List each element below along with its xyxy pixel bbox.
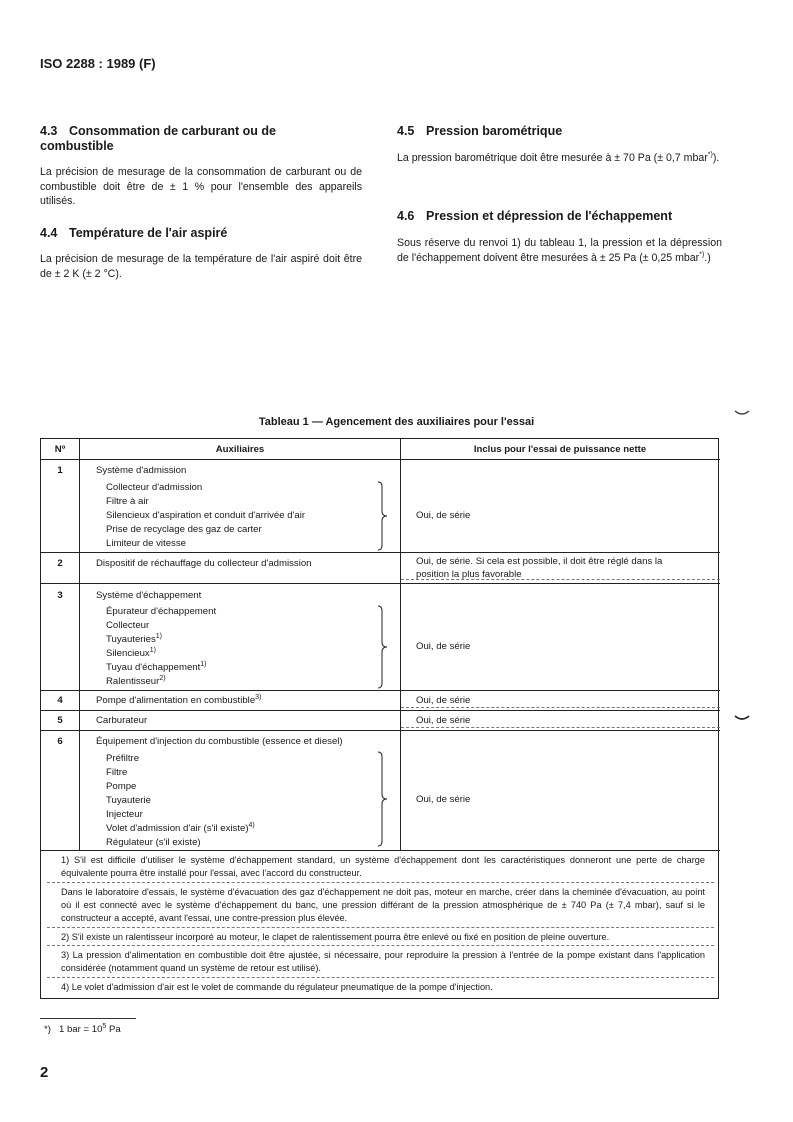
column-divider <box>79 439 80 851</box>
sub-item: Pompe <box>106 781 137 792</box>
row-number: 3 <box>57 590 63 601</box>
sub-item <box>106 661 207 674</box>
auxiliaries-table <box>40 438 719 999</box>
curly-brace-icon <box>376 481 388 551</box>
column-divider <box>400 439 401 851</box>
document-header: ISO 2288 : 1989 (F) <box>40 56 156 71</box>
sub-item-label: Volet d'admission d'air (s'il existe) <box>106 823 249 834</box>
row-divider <box>41 850 720 851</box>
section-4-4-text: La précision de mesurage de la température de l'air aspiré doit être de ± 2 K (± 2 °C). <box>40 253 362 280</box>
dashed-separator <box>47 927 714 928</box>
header-auxiliaires: Auxiliaires <box>215 444 265 455</box>
sub-item: Tuyauterie <box>106 795 151 806</box>
sub-item <box>106 633 162 646</box>
section-4-6-text <box>397 236 722 265</box>
section-title: Pression barométrique <box>426 124 563 138</box>
section-title: Consommation de carburant ou de <box>69 124 276 138</box>
row-value: Oui, de série <box>416 641 471 652</box>
section-4-4-heading <box>40 226 360 241</box>
section-title-cont: combustible <box>40 139 114 153</box>
footnote-exponent: 5 <box>102 1022 107 1030</box>
sub-item: Régulateur (s'il existe) <box>106 837 201 848</box>
sub-item-label: Épurateur d'échappement <box>106 606 217 617</box>
section-text-end: ). <box>712 152 720 164</box>
section-title: Température de l'air aspiré <box>69 226 228 240</box>
sub-item <box>106 675 166 688</box>
section-number: 4.4 <box>40 226 58 240</box>
footnote-ref: 1) <box>155 632 163 640</box>
row-value: Oui, de série. Si cela est possible, il doit être réglé dans la <box>416 556 663 567</box>
dashed-separator <box>401 707 720 708</box>
row-divider <box>41 552 720 553</box>
table-title: Tableau 1 — Agencement des auxiliaires pour l'essai <box>258 416 535 428</box>
sub-item: Silencieux d'aspiration et conduit d'arrivée d'air <box>106 510 306 521</box>
row-number: 2 <box>57 558 63 569</box>
row-name: Dispositif de réchauffage du collecteur d'admission <box>96 558 312 569</box>
table-note-2: 2) S'il existe un ralentisseur incorporé au moteur, le clapet de ralentissement pourra être enlevé ou fixé en position de pleine ouverture. <box>61 932 610 942</box>
dashed-separator <box>47 882 714 883</box>
sub-item <box>106 605 216 618</box>
footnote-mark: *) <box>44 1024 51 1035</box>
row-divider <box>41 583 720 584</box>
sub-item: Préfiltre <box>106 753 140 764</box>
footnote-ref: 2) <box>159 674 166 682</box>
footnote-ref: 3) <box>255 693 262 701</box>
section-number: 4.3 <box>40 124 58 138</box>
row-divider <box>41 459 720 460</box>
row-name: Système d'admission <box>96 465 187 476</box>
table-note-4: 4) Le volet d'admission d'air est le volet de commande du régulateur pneumatique de la pompe d'injection. <box>61 982 493 992</box>
section-4-6-heading <box>397 209 722 224</box>
section-text-end: .) <box>704 251 711 264</box>
footnote-ref: *) <box>707 151 713 159</box>
row-name-label: Pompe d'alimentation en combustible <box>96 695 256 706</box>
section-number: 4.6 <box>397 209 415 223</box>
section-number: 4.5 <box>397 124 415 138</box>
sub-item: Collecteur d'admission <box>106 482 203 493</box>
header-no: Nº <box>54 444 66 455</box>
table-note-1-continued: Dans le laboratoire d'essais, le système d'évacuation des gaz d'échappement ne doit pas, moteur en marche, créer dans la cheminée d'évacuation, au point où il est connecté avec le système d'échappement du banc, une pression différant de la pression atmosphérique de ± 740 Pa (± 7,4 mbar), sauf si le constructeur a accepté, avant l'essai, une contre-pression plus élevée. <box>61 887 705 923</box>
footnote-ref: *) <box>699 250 705 258</box>
footnote-text: 1 bar = 10 <box>58 1024 103 1035</box>
section-text: La pression barométrique doit être mesurée à ± 70 Pa (± 0,7 mbar <box>397 152 708 164</box>
dashed-separator <box>47 945 714 946</box>
dashed-separator <box>47 977 714 978</box>
header-inclus: Inclus pour l'essai de puissance nette <box>473 444 647 455</box>
row-divider <box>41 710 720 711</box>
table-note-1: 1) S'il est difficile d'utiliser le système d'échappement standard, un système d'échappement dont les caractéristiques donneront une perte de charge équivalente pourra être installé pour l'essai, avec l'accord du constructeur. <box>61 855 705 878</box>
curly-brace-icon <box>376 751 388 847</box>
sub-item-label: Collecteur <box>106 620 150 631</box>
sub-item: Filtre à air <box>106 496 149 507</box>
row-value: Oui, de série <box>416 715 471 726</box>
row-name: Équipement d'injection du combustible (essence et diesel) <box>96 736 343 747</box>
sub-item: Prise de recyclage des gaz de carter <box>106 524 262 535</box>
row-number: 1 <box>57 465 63 476</box>
table-note-3: 3) La pression d'alimentation en combustible doit être ajustée, si nécessaire, pour reproduire la pression à l'entrée de la pompe existant dans l'application considérée (notamment quand un système de retour est utilisé). <box>61 950 705 973</box>
footnote-ref: 1) <box>200 660 207 668</box>
section-4-3-text: La précision de mesurage de la consommation de carburant ou de combustible doit être de ± 1 % pour l'ensemble des appareils utilisés. <box>40 166 362 207</box>
row-name <box>96 694 261 707</box>
footnote-ref: 4) <box>248 821 255 829</box>
margin-mark <box>734 713 750 723</box>
row-value: Oui, de série <box>416 695 471 706</box>
footnote-rule <box>40 1018 136 1019</box>
sub-item <box>106 647 156 660</box>
margin-mark <box>734 408 750 418</box>
curly-brace-icon <box>376 605 388 689</box>
sub-item <box>106 822 255 835</box>
row-divider <box>41 730 720 731</box>
section-4-3-heading <box>40 124 360 154</box>
sub-item: Limiteur de vitesse <box>106 538 186 549</box>
row-value: Oui, de série <box>416 510 471 521</box>
sub-item: Injecteur <box>106 809 143 820</box>
row-name: Système d'échappement <box>96 590 202 601</box>
row-number: 6 <box>57 736 63 747</box>
section-text: Sous réserve du renvoi 1) du tableau 1, la pression et la dépression de l'échappement doivent être mesurées à ± 25 Pa (± 0,25 mbar <box>397 237 722 264</box>
section-4-5-heading <box>397 124 722 139</box>
row-divider <box>41 690 720 691</box>
section-title: Pression et dépression de l'échappement <box>426 209 673 223</box>
sub-item-label: Tuyau d'échappement <box>106 662 201 673</box>
row-name: Carburateur <box>96 715 148 726</box>
sub-item: Filtre <box>106 767 128 778</box>
row-value-cont: position la plus favorable <box>416 569 522 580</box>
sub-item <box>106 619 149 632</box>
row-number: 4 <box>57 695 63 706</box>
footnote-unit: Pa <box>106 1024 121 1035</box>
page-footnote <box>44 1024 121 1035</box>
sub-item-label: Ralentisseur <box>106 676 160 687</box>
dashed-separator <box>401 727 720 728</box>
row-number: 5 <box>57 715 63 726</box>
footnote-ref: 1) <box>149 646 156 654</box>
sub-item-label: Silencieux <box>106 648 150 659</box>
row-value: Oui, de série <box>416 794 471 805</box>
section-4-5-text <box>397 151 722 166</box>
sub-item-label: Tuyauteries <box>106 634 156 645</box>
page-number: 2 <box>40 1064 49 1081</box>
